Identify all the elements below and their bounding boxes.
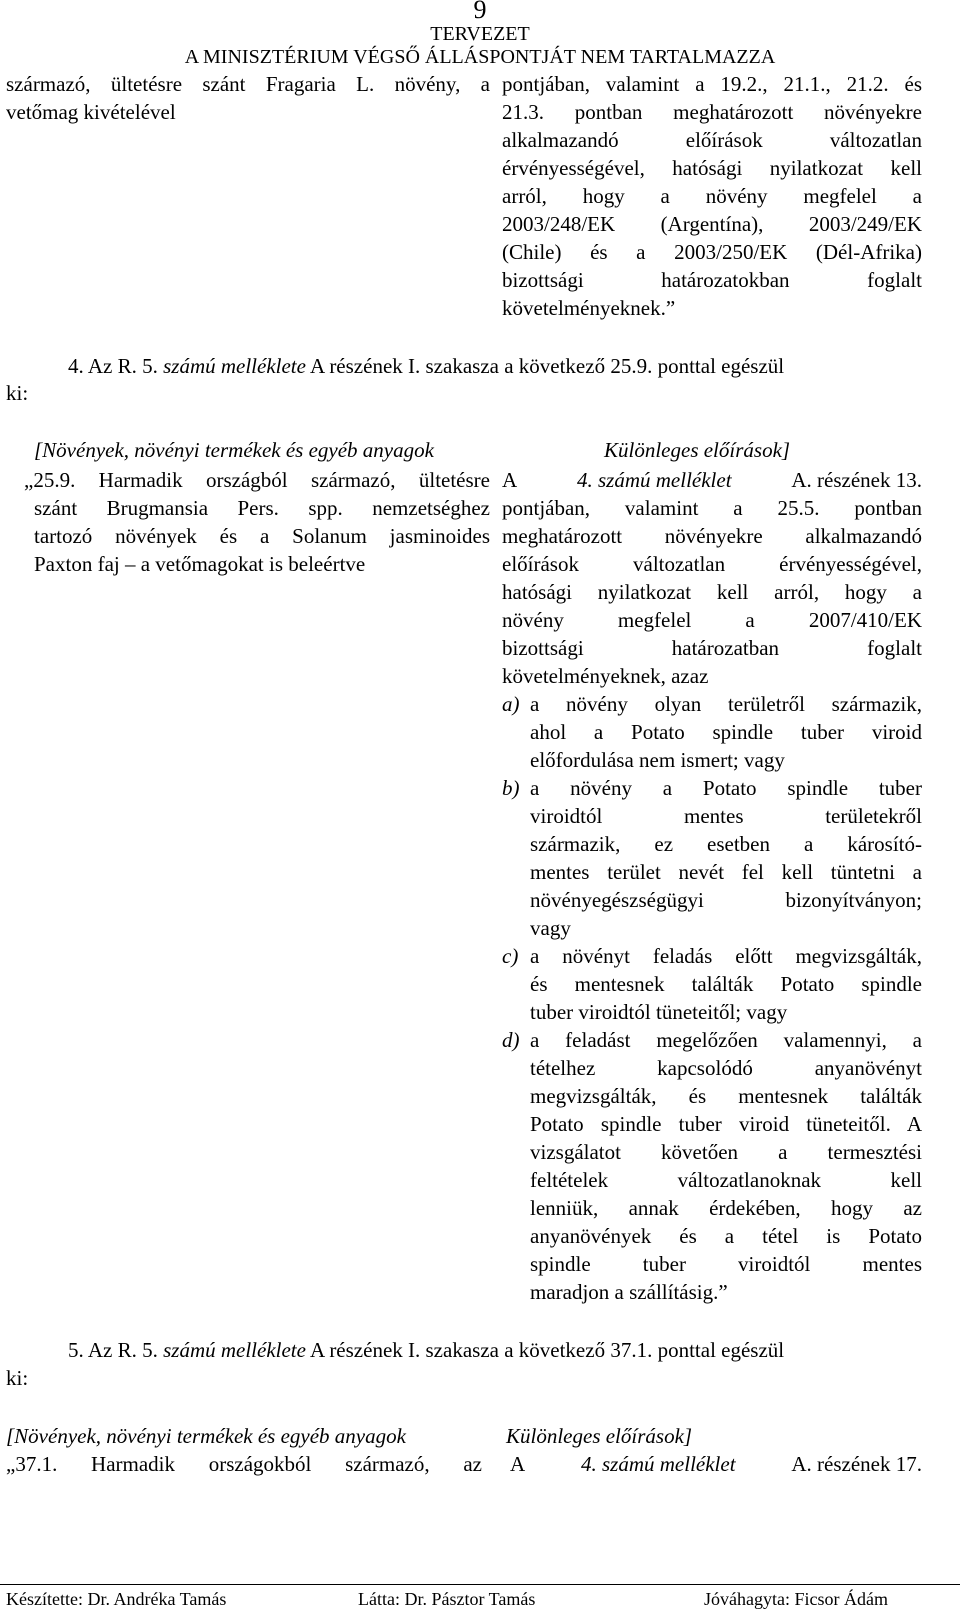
item-line: viroidtól mentes területekről [530, 804, 922, 828]
item-line: előfordulása nem ismert; vagy [530, 748, 785, 772]
s5-col-head-right-text: Különleges előírások] [506, 1424, 693, 1448]
section5-intro [68, 1336, 784, 1364]
item-line: mentes terület nevét fel kell tüntetni a [530, 860, 922, 884]
section4-right-line: növény megfelel a 2007/410/EK [502, 608, 922, 632]
top-right-line: bizottsági határozatokban foglalt [502, 268, 922, 292]
top-right-line: alkalmazandó előírások változatlan [502, 128, 922, 152]
item-line: a növényt feladás előtt megvizsgálták, [530, 944, 922, 968]
right-first-c: A. részének 13. [791, 468, 922, 492]
section4-right-line: hatósági nyilatkozat kell arról, hogy a [502, 580, 922, 604]
item-line: ahol a Potato spindle tuber viroid [530, 720, 922, 744]
item-line: maradjon a szállításig.” [530, 1280, 728, 1304]
footer-rule [0, 1584, 960, 1585]
s5-col-head-left-text: [Növények, növényi termékek és egyéb anyagok [6, 1424, 406, 1448]
item-line: a növény a Potato spindle tuber [530, 776, 922, 800]
draft-label: TERVEZET [430, 23, 530, 45]
section5-intro-c: A részének I. szakasza a következő 37.1. ponttal egészül [305, 1338, 785, 1362]
section4-right-line: előírások változatlan érvényességével, [502, 552, 922, 576]
item-line: Potato spindle tuber viroid tüneteitől. A [530, 1112, 922, 1136]
top-right-line: arról, hogy a növény megfelel a [502, 184, 922, 208]
section4-left-line: Paxton faj – a vetőmagokat is beleértve [34, 552, 366, 576]
item-line: származik, ez esetben a károsító- [530, 832, 922, 856]
top-right-line: követelményeknek.” [502, 296, 676, 320]
section4-right-line: követelményeknek, azaz [502, 664, 709, 688]
item-b-label: b) [502, 776, 520, 800]
section4-right-first-line [502, 466, 922, 494]
section4-intro-c: A részének I. szakasza a következő 25.9. ponttal egészül [305, 354, 785, 378]
section4-ki: ki: [6, 381, 29, 405]
section4-right-line: meghatározott növényekre alkalmazandó [502, 524, 922, 548]
item-line: tételhez kapcsolódó anyanövényt [530, 1056, 922, 1080]
item-line: lenniük, annak érdekében, hogy az [530, 1196, 922, 1220]
s5-right-c: A. részének 17. [791, 1452, 922, 1476]
item-line: vizsgálatot követően a termesztési [530, 1140, 922, 1164]
notice-label: A MINISZTÉRIUM VÉGSŐ ÁLLÁSPONTJÁT NEM TARTALMAZZA [184, 46, 776, 68]
section4-col-head-left [34, 436, 434, 464]
section4-right-line: bizottsági határozatban foglalt [502, 636, 922, 660]
item-line: és mentesnek találták Potato spindle [530, 972, 922, 996]
item-line: a növény olyan területről származik, [530, 692, 922, 716]
item-a-label: a) [502, 692, 520, 716]
footer-prepared: Készítette: Dr. Andréka Tamás [6, 1589, 227, 1609]
top-left-line: származó, ültetésre szánt Fragaria L. növény, a [6, 72, 490, 96]
item-line: tuber viroidtól tüneteitől; vagy [530, 1000, 788, 1024]
item-line: a feladást megelőzően valamennyi, a [530, 1028, 922, 1052]
top-left-line: vetőmag kivételével [6, 100, 176, 124]
item-label [502, 942, 518, 970]
right-first-b: 4. számú melléklet [577, 468, 732, 492]
section4-left-line: tartozó növények és a Solanum jasminoides [34, 524, 490, 548]
item-line: megvizsgálták, és mentesnek találták [530, 1084, 922, 1108]
col-head-right-text: Különleges előírások] [604, 438, 791, 462]
item-line: növényegészségügyi bizonyítványon; [530, 888, 922, 912]
section4-left-line: szánt Brugmansia Pers. spp. nemzetséghez [34, 496, 490, 520]
section4-left-line: „25.9. Harmadik országból származó, ültetésre [24, 468, 490, 492]
top-right-line: 2003/248/EK (Argentína), 2003/249/EK [502, 212, 922, 236]
right-first-a: A [502, 468, 518, 492]
footer-seen: Látta: Dr. Pásztor Tamás [358, 1589, 536, 1609]
item-label [502, 774, 520, 802]
section5-right-line [510, 1450, 922, 1478]
section4-intro-b: számú melléklete [163, 354, 306, 378]
top-right-line: érvényességével, hatósági nyilatkozat kell [502, 156, 922, 180]
section4-right-line: pontjában, valamint a 25.5. pontban [502, 496, 922, 520]
item-label [502, 1026, 520, 1054]
item-c-label: c) [502, 944, 519, 968]
page-number: 9 [473, 0, 487, 24]
top-right-line: (Chile) és a 2003/250/EK (Dél-Afrika) [502, 240, 922, 264]
section4-intro-a: 4. Az R. 5. [68, 354, 164, 378]
section4-col-head-right [604, 436, 790, 464]
section5-left-line: „37.1. Harmadik országokból származó, az [6, 1452, 482, 1476]
col-head-left-text: [Növények, növényi termékek és egyéb anyagok [34, 438, 434, 462]
section5-col-head-right [506, 1422, 692, 1450]
section4-intro [68, 352, 784, 380]
top-right-line: pontjában, valamint a 19.2., 21.1., 21.2. és [502, 72, 922, 96]
s5-right-a: A [510, 1452, 526, 1476]
item-line: vagy [530, 916, 571, 940]
section5-intro-a: 5. Az R. 5. [68, 1338, 164, 1362]
item-line: spindle tuber viroidtól mentes [530, 1252, 922, 1276]
item-line: anyanövények és a tétel is Potato [530, 1224, 922, 1248]
s5-right-b: 4. számú melléklet [581, 1452, 736, 1476]
section5-col-head-left [6, 1422, 406, 1450]
section5-intro-b: számú melléklete [163, 1338, 306, 1362]
section5-ki: ki: [6, 1366, 29, 1390]
footer-approved: Jóváhagyta: Ficsor Ádám [704, 1589, 888, 1609]
item-line: feltételek változatlanoknak kell [530, 1168, 922, 1192]
top-right-line: 21.3. pontban meghatározott növényekre [502, 100, 922, 124]
item-d-label: d) [502, 1028, 520, 1052]
item-label [502, 690, 520, 718]
